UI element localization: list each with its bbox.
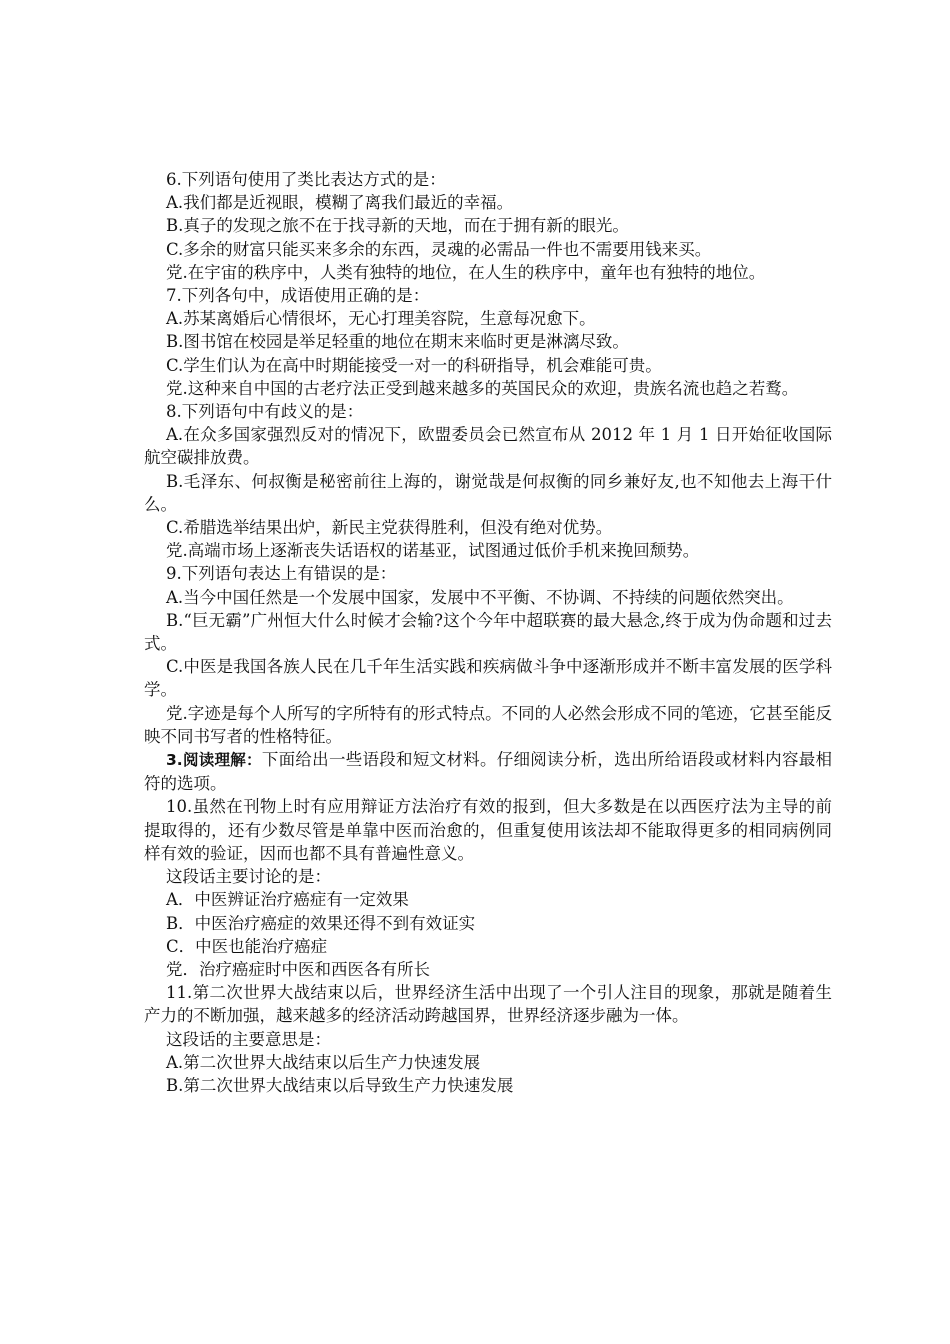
question-6-option-c: C.多余的财富只能买来多余的东西，灵魂的必需品一件也不需要用钱来买。 — [166, 239, 712, 259]
question-7-option-b: B.图书馆在校园是举足轻重的地位在期末来临时更是淋漓尽致。 — [166, 332, 629, 352]
question-11-option-a: A.第二次世界大战结束以后生产力快速发展 — [166, 1052, 481, 1072]
section-3-heading — [144, 748, 832, 795]
question-8-option-a: A.在众多国家强烈反对的情况下，欧盟委员会已然宣布从 2012 年 1 月 1 日开始征收国际航空碳排放费。 — [144, 425, 832, 468]
question-7-option-c: C.学生们认为在高中时期能接受一对一的科研指导，机会难能可贵。 — [166, 355, 662, 375]
question-7-stem: 7.下列各句中，成语使用正确的是： — [166, 286, 430, 306]
question-11-stem: 这段话的主要意思是： — [166, 1029, 331, 1049]
question-10-passage: 10.虽然在刊物上时有应用辩证方法治疗有效的报到，但大多数是在以西医疗法为主导的前提取得的，还有少数尽管是单靠中医而治愈的，但重复使用该法却不能取得更多的相同病例同样有效的验证，因而也都不具有普遍性意义。 — [144, 797, 832, 863]
question-7-option-d: 党.这种来自中国的古老疗法正受到越来越多的英国民众的欢迎，贵族名流也趋之若鹜。 — [166, 378, 799, 398]
section-3-title: 3.阅读理解： — [166, 751, 262, 770]
question-6-option-b: B.真子的发现之旅不在于找寻新的天地，而在于拥有新的眼光。 — [166, 216, 629, 236]
question-11-option-b: B.第二次世界大战结束以后导致生产力快速发展 — [166, 1075, 514, 1095]
question-6-option-a: A.我们都是近视眼，模糊了离我们最近的幸福。 — [166, 193, 514, 213]
document-body — [144, 168, 832, 1097]
question-10-option-d: 党．治疗癌症时中医和西医各有所长 — [166, 959, 430, 979]
question-8-stem: 8.下列语句中有歧义的是： — [166, 402, 364, 422]
question-6-option-d: 党.在宇宙的秩序中，人类有独特的地位，在人生的秩序中，童年也有独特的地位。 — [166, 262, 766, 282]
question-7-option-a: A.苏某离婚后心情很坏，无心打理美容院，生意每况愈下。 — [166, 309, 596, 329]
question-9-stem: 9.下列语句表达上有错误的是： — [166, 564, 397, 584]
question-9-option-d: 党.字迹是每个人所写的字所特有的形式特点。不同的人必然会形成不同的笔迹，它甚至能反映不同书写者的性格特征。 — [144, 703, 832, 746]
question-9-option-a: A.当今中国任然是一个发展中国家，发展中不平衡、不协调、不持续的问题依然突出。 — [166, 587, 794, 607]
question-10-stem: 这段话主要讨论的是： — [166, 867, 331, 887]
question-8-option-c: C.希腊选举结果出炉，新民主党获得胜利，但没有绝对优势。 — [166, 518, 613, 538]
question-8-option-d: 党.高端市场上逐渐丧失话语权的诺基亚，试图通过低价手机来挽回颓势。 — [166, 541, 700, 561]
question-9-option-c: C.中医是我国各族人民在几千年生活实践和疾病做斗争中逐渐形成并不断丰富发展的医学科学。 — [144, 657, 832, 700]
question-6-stem: 6.下列语句使用了类比表达方式的是： — [166, 170, 446, 189]
section-3-intro: 下面给出一些语段和短文材料。仔细阅读分析，选出所给语段或材料内容最相符的选项。 — [144, 750, 832, 794]
question-9-option-b: B.“巨无霸”广州恒大什么时候才会输?这个今年中超联赛的最大悬念,终于成为伪命题和过去式。 — [144, 610, 832, 654]
question-11-passage: 11.第二次世界大战结束以后，世界经济生活中出现了一个引人注目的现象，那就是随着生产力的不断加强，越来越多的经济活动跨越国界，世界经济逐步融为一体。 — [144, 983, 832, 1026]
question-10-option-c: C．中医也能治疗癌症 — [166, 936, 328, 956]
question-8-option-b: B.毛泽东、何叔衡是秘密前往上海的，谢觉哉是何叔衡的同乡兼好友,也不知他去上海干什么。 — [144, 471, 832, 514]
question-10-option-b: B．中医治疗癌症的效果还得不到有效证实 — [166, 913, 476, 933]
question-10-option-a: A．中医辨证治疗癌症有一定效果 — [166, 890, 409, 910]
